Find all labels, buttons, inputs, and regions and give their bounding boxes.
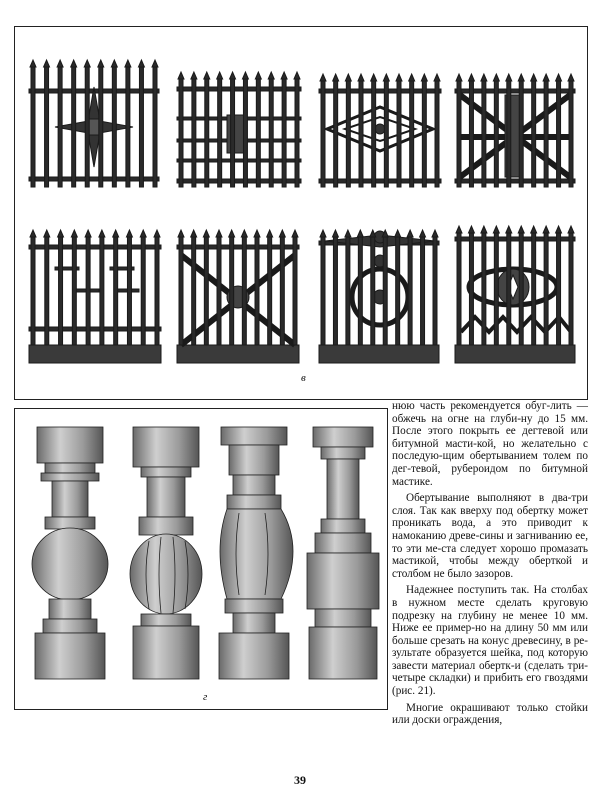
fence-panels-illustration [15,27,587,399]
fence-picket-tip [556,226,562,233]
fence-picket-tip [267,230,273,237]
fence-picket [72,237,76,345]
figure-label-fences: в [301,372,306,384]
fence-picket [482,233,486,345]
fence-picket-tip [71,60,77,67]
fence-picket-tip [254,230,260,237]
fence-picket [153,67,157,187]
paragraph-4: Многие окрашивают только стойки или доски ограждения, [392,701,588,727]
fence-picket [544,233,548,345]
fence-picket [59,237,63,345]
fence-picket-tip [481,226,487,233]
fence-picket-tip [407,230,413,237]
fence-picket [58,67,62,187]
fence-picket [99,67,103,187]
fence-picket [569,233,573,345]
fence-picket-tip [396,74,402,81]
fence-picket-tip [138,60,144,67]
fence-picket [255,237,259,345]
fence-picket-tip [178,72,184,79]
fence-picket-tip [154,230,160,237]
body-text-column [392,400,588,731]
fence-picket-tip [229,230,235,237]
fence-picket-tip [493,74,499,81]
fence-picket [268,237,272,345]
fence-picket [45,237,49,345]
fence-picket [482,81,486,187]
fence-picket [293,237,297,345]
fence-picket [532,233,536,345]
fence-picket-tip [320,230,326,237]
fence-picket-tip [568,226,574,233]
fence-picket-tip [292,230,298,237]
fence-picket [346,237,350,345]
fence-picket [243,79,247,187]
fence-picket-tip [456,74,462,81]
fence-picket-tip [420,230,426,237]
fence-picket [192,79,196,187]
fence-picket-tip [468,226,474,233]
fence-picket [179,79,183,187]
fence-picket-tip [58,230,64,237]
fence-picket-tip [383,74,389,81]
fence-picket-tip [241,230,247,237]
fence-picket-tip [178,230,184,237]
fence-picket [321,81,325,187]
fence-picket-tip [84,60,90,67]
fence-picket [139,67,143,187]
fence-picket [269,79,273,187]
fence-picket [114,237,118,345]
page-number: 39 [294,773,306,787]
balusters-illustration [15,409,387,709]
fence-picket [422,81,426,187]
paragraph-2: Обертывание выполняют в два-три слоя. Так как вверху под обертку может проникать вода, а это приводит к намоканию древе-сины и загниванию ее, то эти ме-ста следует хорошо промазать мастикой, чтобы между оберткой и столбом не было зазоров. [392,492,588,580]
fence-picket-tip [481,74,487,81]
fence-picket-tip [468,74,474,81]
fence-picket [372,81,376,187]
fence-picket [321,237,325,345]
fence-picket [383,237,387,345]
fence-picket [384,81,388,187]
fence-picket [396,237,400,345]
fence-picket-tip [152,60,158,67]
baluster-3 [219,427,293,679]
fence-picket-tip [543,74,549,81]
fence-picket [205,79,209,187]
fence-picket [218,79,222,187]
fence-picket-tip [255,72,261,79]
fence-picket-tip [506,226,512,233]
paragraph-3: Надежнее поступить так. На столбах в нужном месте сделать круговую подрезку на глубину не менее 10 мм. Ниже ее пример-но на длину 50 мм или больше срезать на конус древесину, в ре-зультате образуется шейка, под которую завести материал обертк-и (сделать три-четыре складки) и прибить его гвоздями (рис. 21). [392,584,588,698]
fence-picket [85,67,89,187]
fence-picket [72,67,76,187]
fence-picket [230,237,234,345]
fence-picket [346,81,350,187]
fence-picket [256,79,260,187]
fence-picket-tip [358,74,364,81]
fence-picket [569,81,573,187]
baluster-4 [307,427,379,679]
fence-picket-tip [44,230,50,237]
fence-picket-tip [71,230,77,237]
fence-picket-tip [30,60,36,67]
fence-picket [192,237,196,345]
fence-picket [333,237,337,345]
fence-picket-tip [531,74,537,81]
fence-picket-tip [140,230,146,237]
fence-picket-tip [126,230,132,237]
fence-picket-tip [371,74,377,81]
fence-picket-tip [98,60,104,67]
fence-picket-tip [113,230,119,237]
fence-picket-tip [409,74,415,81]
fence-picket-tip [57,60,63,67]
fence-picket [126,67,130,187]
figure-label-balusters: г [203,691,208,703]
fence-picket [31,237,35,345]
fence-picket-tip [191,72,197,79]
paragraph-1: нюю часть рекомендуется обуг-лить — обжечь на огне на глуби-ну до 15 мм. После этого покрыть ее дегтевой или битумной масти-кой, но желательно с последую-щим обертыванием толем по дег-тевой, рубероидом по битумной мастике. [392,400,588,488]
fence-picket [242,237,246,345]
fence-picket [397,81,401,187]
fence-picket [141,237,145,345]
fence-picket [507,81,511,187]
fence-picket-tip [332,230,338,237]
fence-picket [155,237,159,345]
fence-picket-tip [125,60,131,67]
fence-picket-tip [203,230,209,237]
fence-picket [519,233,523,345]
fence-picket [112,67,116,187]
fence-picket [408,237,412,345]
fence-picket [295,79,299,187]
fence-picket-tip [191,230,197,237]
fence-picket [507,233,511,345]
fence-picket-tip [556,74,562,81]
fence-picket [469,233,473,345]
fence-picket-tip [506,74,512,81]
fence-picket-tip [357,230,363,237]
fence-picket [457,233,461,345]
fence-picket-tip [279,230,285,237]
fence-picket-tip [518,74,524,81]
fence-picket-tip [99,230,105,237]
fence-picket-tip [531,226,537,233]
fence-picket [469,81,473,187]
fence-picket-tip [493,226,499,233]
fence-picket-tip [434,74,440,81]
fence-picket [544,81,548,187]
fence-picket [86,237,90,345]
fence-picket [359,81,363,187]
fence-picket [421,237,425,345]
fence-picket-tip [230,72,236,79]
fence-picket [519,81,523,187]
fence-picket-tip [568,74,574,81]
fence-picket-tip [216,230,222,237]
fence-picket [127,237,131,345]
fence-picket-tip [268,72,274,79]
fence-picket [334,81,338,187]
fence-picket [557,233,561,345]
fence-picket-tip [518,226,524,233]
fence-picket-tip [111,60,117,67]
fence-picket [494,81,498,187]
fence-picket [358,237,362,345]
fence-picket-tip [294,72,300,79]
fence-picket-tip [345,230,351,237]
fence-picket-tip [204,72,210,79]
balusters-figure [14,408,388,710]
fence-picket-tip [320,74,326,81]
fence-picket-tip [432,230,438,237]
fence-picket-tip [85,230,91,237]
fence-picket-tip [333,74,339,81]
baluster-1 [32,427,108,679]
fence-picket-tip [242,72,248,79]
fence-picket [433,237,437,345]
fence-picket [231,79,235,187]
fence-picket-tip [421,74,427,81]
fence-picket [435,81,439,187]
fence-picket [457,81,461,187]
fence-picket-tip [30,230,36,237]
fence-picket-tip [543,226,549,233]
fence-picket-tip [456,226,462,233]
fence-picket [532,81,536,187]
fence-picket-tip [281,72,287,79]
fence-picket [494,233,498,345]
fence-picket [217,237,221,345]
fence-picket [280,237,284,345]
fence-picket [282,79,286,187]
fence-picket [410,81,414,187]
fence-picket [557,81,561,187]
fence-designs-figure [14,26,588,400]
fence-picket [371,237,375,345]
fence-picket-tip [217,72,223,79]
fence-picket-tip [345,74,351,81]
fence-picket [179,237,183,345]
fence-picket [100,237,104,345]
fence-picket [204,237,208,345]
fence-picket [45,67,49,187]
fence-picket-tip [44,60,50,67]
fence-picket-tip [395,230,401,237]
fence-picket [31,67,35,187]
baluster-2 [130,427,202,679]
